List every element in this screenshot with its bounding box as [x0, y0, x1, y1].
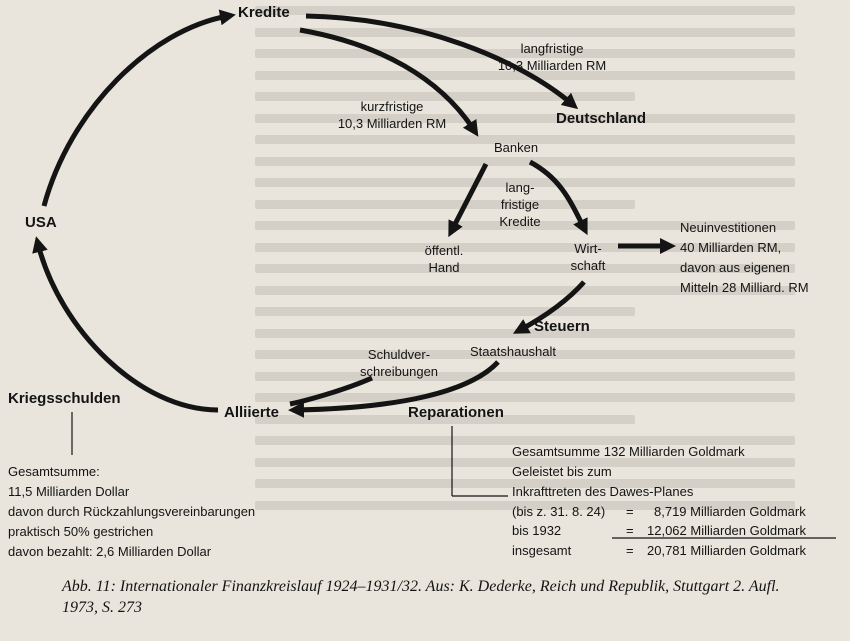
- label-kurzfristige: [322, 98, 462, 132]
- label-langfristige-kredite-line3: Kredite: [499, 214, 541, 229]
- node-usa: USA: [25, 214, 57, 231]
- reparationen-row2-eq: =: [626, 523, 634, 538]
- reparationen-row3-label: insgesamt: [512, 543, 572, 558]
- node-banken: Banken: [494, 140, 539, 155]
- reparationen-info: [512, 442, 745, 502]
- node-staatshaushalt: Staatshaushalt: [470, 344, 557, 359]
- node-oeffentl-hand-line1: öffentl.: [424, 243, 464, 258]
- node-wirtschaft-line2: schaft: [570, 258, 606, 273]
- figure-caption: Abb. 11: Internationaler Finanzkreislauf 1924–1931/32. Aus: K. Dederke, Reich und Republik, Stuttgart 2. Aufl. 1973, S. 273: [62, 578, 780, 616]
- label-langfristige-kredite-line1: lang-: [505, 180, 535, 195]
- kriegsschulden-line1: Gesamtsumme:: [8, 464, 100, 479]
- reparationen-line1: Gesamtsumme 132 Milliarden Goldmark: [512, 444, 745, 459]
- label-langfristige-line1: langfristige: [520, 41, 584, 56]
- arrow-schuldverschreibungen-to-alliierte: [290, 378, 372, 404]
- kriegsschulden-line4: praktisch 50% gestrichen: [8, 524, 154, 539]
- arrow-usa-to-kredite: [44, 16, 228, 206]
- arrow-banken-to-hand: [452, 164, 486, 230]
- label-langfristige-line2: 10,3 Milliarden RM: [497, 58, 607, 73]
- label-langfristige-kredite: [486, 179, 554, 230]
- label-schuldverschreibungen-line2: schreibungen: [359, 364, 439, 379]
- label-kurzfristige-line2: 10,3 Milliarden RM: [337, 116, 447, 131]
- node-oeffentl-hand: [410, 242, 478, 276]
- label-langfristige: [482, 40, 622, 74]
- arrow-alliierte-to-usa: [38, 244, 218, 410]
- kriegsschulden-line3: davon durch Rückzahlungsvereinbarungen: [8, 504, 256, 519]
- reparationen-line3: Inkrafttreten des Dawes-Planes: [512, 484, 694, 499]
- node-kriegsschulden: Kriegsschulden: [8, 390, 121, 407]
- kriegsschulden-info: [8, 462, 255, 562]
- label-neuinvestitionen-line4: Mitteln 28 Milliard. RM: [680, 280, 809, 295]
- node-wirtschaft-line1: Wirt-: [574, 241, 602, 256]
- reparationen-row3-value: 20,781 Milliarden Goldmark: [647, 543, 806, 558]
- node-kredite: Kredite: [238, 4, 290, 21]
- reparationen-row2-value: 12,062 Milliarden Goldmark: [647, 523, 806, 538]
- reparationen-row3-eq: =: [626, 543, 634, 558]
- kriegsschulden-line2: 11,5 Milliarden Dollar: [8, 484, 130, 499]
- label-kurzfristige-line1: kurzfristige: [360, 99, 424, 114]
- label-schuldverschreibungen: [344, 346, 454, 380]
- kriegsschulden-line5: davon bezahlt: 2,6 Milliarden Dollar: [8, 544, 212, 559]
- reparationen-row2-label: bis 1932: [512, 523, 562, 538]
- reparationen-line2: Geleistet bis zum: [512, 464, 612, 479]
- reparationen-row1-label: (bis z. 31. 8. 24): [512, 504, 606, 519]
- label-neuinvestitionen-line3: davon aus eigenen: [680, 260, 790, 275]
- label-langfristige-kredite-line2: fristige: [500, 197, 540, 212]
- label-neuinvestitionen: [680, 218, 809, 298]
- node-reparationen: Reparationen: [408, 404, 504, 421]
- node-alliierte: Alliierte: [224, 404, 280, 421]
- label-neuinvestitionen-line1: Neuinvestitionen: [680, 220, 777, 235]
- node-oeffentl-hand-line2: Hand: [428, 260, 460, 275]
- node-steuern: Steuern: [534, 318, 590, 335]
- label-schuldverschreibungen-line1: Schuldver-: [367, 347, 431, 362]
- label-neuinvestitionen-line2: 40 Milliarden RM,: [680, 240, 782, 255]
- node-wirtschaft: [560, 240, 616, 274]
- reparationen-row1-value: 8,719 Milliarden Goldmark: [654, 504, 806, 519]
- node-deutschland: Deutschland: [556, 110, 647, 127]
- reparationen-row1-eq: =: [626, 504, 634, 519]
